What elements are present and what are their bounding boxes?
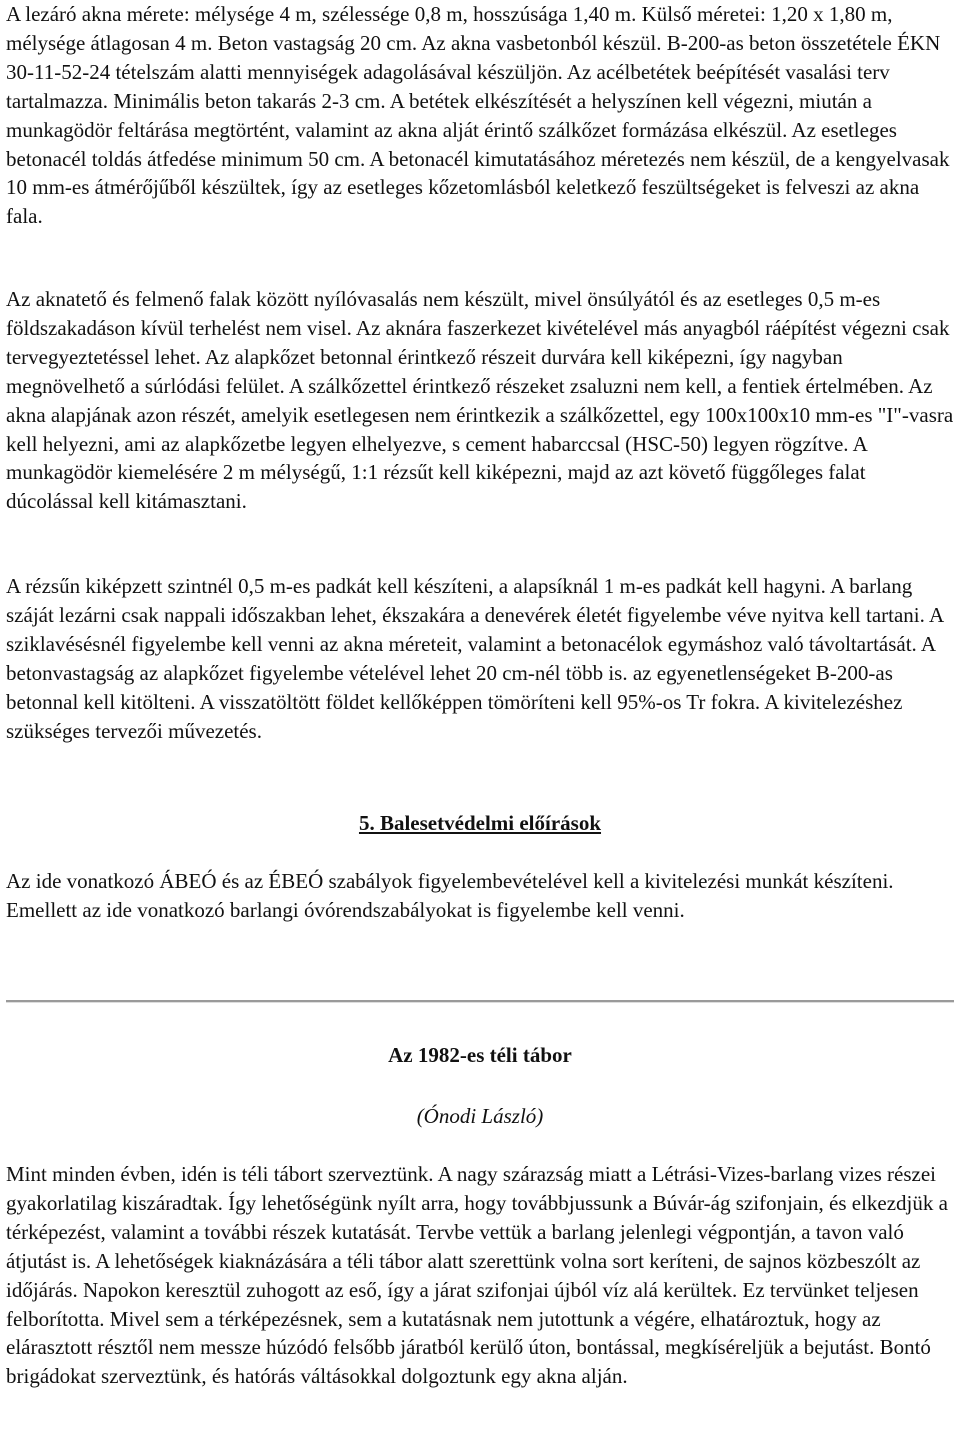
article-author: (Ónodi László) <box>416 1104 544 1128</box>
paragraph-winter-camp: Mint minden évben, idén is téli tábort szerveztünk. A nagy szárazság miatt a Létrási-Vizes-barlang vizes részei gyakorlatilag kiszáradtak. Így lehetőségünk nyílt arra, hogy továbbjussunk a Búvár-ág szifonjain, és elkezdjük a térképezést, valamint a további részek kutatását. Tervbe vettük a barlang jelenlegi végpontján, a tavon való átjutást is. A lehetőségek kiaknázására a téli tábor alatt szerettünk volna sort keríteni, de sajnos közbeszólt az időjárás. Napokon keresztül zuhogott az eső, így a járat szifonjai újból víz alá kerültek. Ez tervünket teljesen felborította. Mivel sem a térképezésnek, sem a kutatásnak nem jutottunk a végére, elhatároztuk, hogy az elárasztott résztől nem messze húzódó felsőbb járatból kerülő úton, bontással, megkíséreljük a bejutást. Bontó brigádokat szerveztünk, és hatórás váltásokkal dolgoztunk egy akna alján. <box>6 1162 948 1389</box>
section-heading <box>0 808 960 838</box>
horizontal-divider <box>6 1000 954 1003</box>
section-heading-text: 5. Balesetvédelmi előírások <box>358 811 602 835</box>
paragraph-manhole-dimensions: A lezáró akna mérete: mélysége 4 m, szélessége 0,8 m, hosszúsága 1,40 m. Külső méretei: 1,20 x 1,80 m, mélysége átlagosan 4 m. Beton vastagság 20 cm. Az akna vasbetonból készül. B-200-as beton összetétele ÉKN 30-11-52-24 tételszám alatti mennyiségek adagolásával készüljön. Az acélbetétek beépítését vasalási terv tartalmazza. Minimális beton takarás 2-3 cm. A betétek elkészítését a helyszínen kell végezni, miután a munkagödör feltárása megtörtént, valamint az akna alját érintő szálkőzet formázása elkészül. Az esetleges betonacél toldás átfedése minimum 50 cm. A betonacél kimutatásához méretezés nem készül, de a kengyelvasak 10 mm-es átmérőjűből készültek, így az esetleges kőzetomlásból keletkező feszültségeket is felveszi az akna fala. <box>6 2 950 229</box>
paragraph-slope-and-closure: A rézsűn kiképzett szintnél 0,5 m-es padkát kell készíteni, a alapsíknál 1 m-es padkát kell hagyni. A barlang száját lezárni csak nappali időszakban lehet, ékszakára a denevérek életét figyelembe véve nyitva kell tartani. A sziklavésésnél figyelembe kell venni az akna méreteit, valamint a betonacélok egymáshoz való távoltartását. A betonvastagság az alapkőzet figyelembe vételével lehet 20 cm-nél több is. az egyenetlenségeket B-200-as betonnal kell kitölteni. A visszatöltött földet kellőképpen tömöríteni kell 95%-os Tr fokra. A kivitelezéshez szükséges tervezői művezetés. <box>6 574 943 743</box>
paragraph-manhole-reinforcement: Az aknatető és felmenő falak között nyílóvasalás nem készült, mivel önsúlyától és az esetleges 0,5 m-es földszakadáson kívül terhelést nem visel. Az aknára faszerkezet kivételével más anyagból ráépítést végezni csak tervegyeztetéssel lehet. Az alapkőzet betonnal érintkező részeit durvára kell kiképezni, így nagyban megnövelhető a súrlódási felület. A szálkőzettel érintkező részeket zsaluzni nem kell, a fentiek értelmében. Az akna alapjának azon részét, amelyik esetlegesen nem érintkezik a szálkőzettel, egy 100x100x10 mm-es "I"-vasra kell helyezni, ami az alapkőzetbe legyen elhelyezve, s cement habarccsal (HSC-50) legyen rögzítve. A munkagödör kiemelésére 2 m mélységű, 1:1 rézsűt kell kiképezni, majd az azt követő függőleges falat dúcolással kell kitámasztani. <box>6 287 954 514</box>
paragraph-safety-rules: Az ide vonatkozó ÁBEÓ és az ÉBEÓ szabályok figyelembevételével kell a kivitelezési munkát készíteni. Emellett az ide vonatkozó barlangi óvórendszabályokat is figyelembe kell venni. <box>6 869 894 922</box>
article-title: Az 1982-es téli tábor <box>388 1043 572 1067</box>
